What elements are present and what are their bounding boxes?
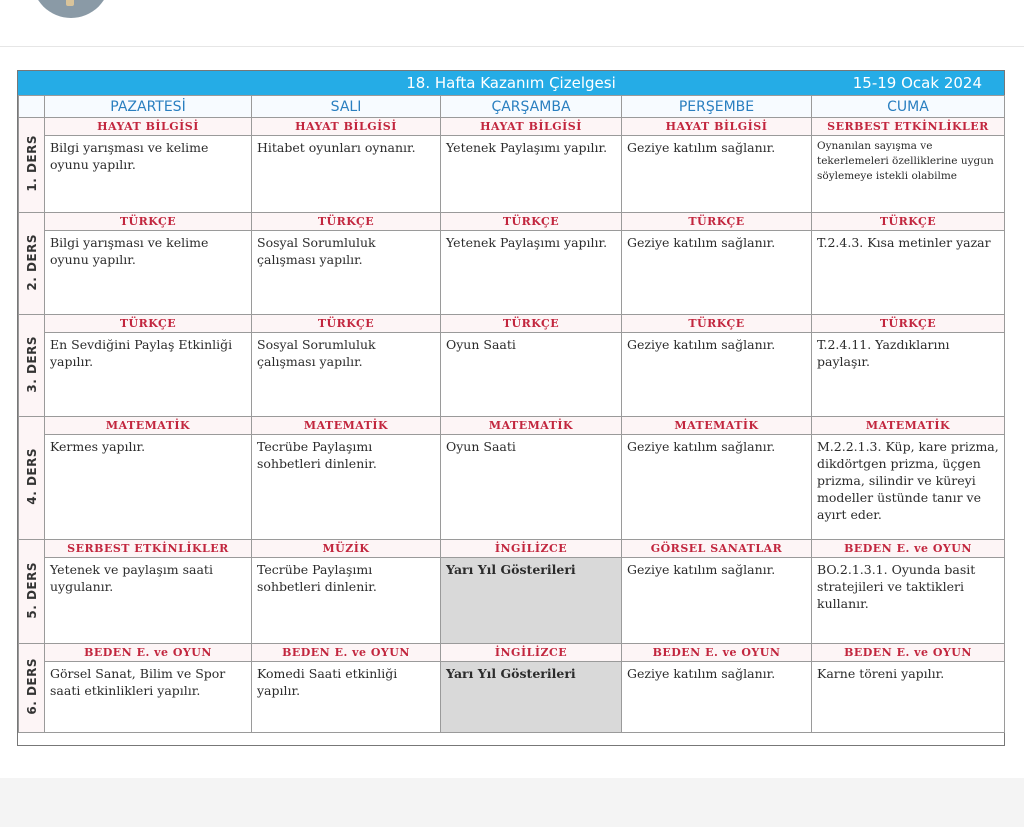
subject-cell: SERBEST ETKİNLİKLER: [45, 540, 252, 558]
content-cell: Tecrübe Paylaşımı sohbetleri dinlenir.: [252, 435, 441, 540]
content-cell: Hitabet oyunları oynanır.: [252, 136, 441, 213]
content-cell: Oyun Saati: [441, 333, 622, 417]
subject-cell: MATEMATİK: [252, 417, 441, 435]
avatar-figure-icon: [66, 0, 74, 6]
page-title: 18. Hafta Kazanım Çizelgesi: [406, 74, 616, 92]
content-cell: Geziye katılım sağlanır.: [622, 333, 812, 417]
schedule-table: [18, 95, 1005, 733]
content-cell: Oynanılan sayışma ve tekerlemeleri özelliklerine uygun söylemeye istekli olabilme: [812, 136, 1005, 213]
content-row: [19, 333, 1005, 417]
content-cell: M.2.2.1.3. Küp, kare prizma, dikdörtgen prizma, üçgen prizma, silindir ve küreyi modeller üstünde tanır ve ayırt eder.: [812, 435, 1005, 540]
lesson-label: 6. DERS: [24, 658, 39, 715]
lesson-label-cell: [19, 213, 45, 315]
lesson-label: 1. DERS: [24, 135, 39, 192]
subject-cell: TÜRKÇE: [812, 213, 1005, 231]
subject-cell: İNGİLİZCE: [441, 644, 622, 662]
lesson-label-cell: [19, 540, 45, 644]
content-cell: T.2.4.11. Yazdıklarını paylaşır.: [812, 333, 1005, 417]
subject-cell: TÜRKÇE: [441, 315, 622, 333]
content-cell: Geziye katılım sağlanır.: [622, 558, 812, 644]
subject-cell: BEDEN E. ve OYUN: [252, 644, 441, 662]
day-header-row: [19, 96, 1005, 118]
subject-cell: BEDEN E. ve OYUN: [45, 644, 252, 662]
lesson-label-cell: [19, 315, 45, 417]
subject-row: [19, 540, 1005, 558]
content-cell: BO.2.1.3.1. Oyunda basit stratejileri ve taktikleri kullanır.: [812, 558, 1005, 644]
subject-cell: TÜRKÇE: [812, 315, 1005, 333]
week-date: 15-19 Ocak 2024: [852, 74, 982, 92]
subject-cell: MATEMATİK: [622, 417, 812, 435]
corner-cell: [19, 96, 45, 118]
content-cell: Geziye katılım sağlanır.: [622, 435, 812, 540]
subject-row: [19, 644, 1005, 662]
lesson-label: 4. DERS: [24, 448, 39, 505]
avatar: [32, 0, 110, 18]
subject-cell: TÜRKÇE: [622, 315, 812, 333]
content-cell-highlighted: Yarı Yıl Gösterileri: [441, 662, 622, 733]
subject-cell: TÜRKÇE: [622, 213, 812, 231]
content-cell: Tecrübe Paylaşımı sohbetleri dinlenir.: [252, 558, 441, 644]
subject-cell: HAYAT BİLGİSİ: [45, 118, 252, 136]
lesson-label-cell: [19, 118, 45, 213]
subject-cell: BEDEN E. ve OYUN: [812, 540, 1005, 558]
subject-cell: TÜRKÇE: [45, 315, 252, 333]
subject-cell: BEDEN E. ve OYUN: [812, 644, 1005, 662]
content-row: [19, 231, 1005, 315]
subject-cell: MATEMATİK: [812, 417, 1005, 435]
content-cell: Geziye katılım sağlanır.: [622, 231, 812, 315]
subject-cell: TÜRKÇE: [45, 213, 252, 231]
subject-cell: HAYAT BİLGİSİ: [252, 118, 441, 136]
content-cell: Karne töreni yapılır.: [812, 662, 1005, 733]
content-row: [19, 558, 1005, 644]
content-row: [19, 136, 1005, 213]
lesson-label: 2. DERS: [24, 233, 39, 291]
subject-cell: TÜRKÇE: [252, 213, 441, 231]
title-bar: [18, 71, 1004, 95]
subject-row: [19, 315, 1005, 333]
day-header: CUMA: [812, 96, 1005, 118]
day-header: SALI: [252, 96, 441, 118]
content-cell: Komedi Saati etkinliği yapılır.: [252, 662, 441, 733]
content-cell: Yetenek Paylaşımı yapılır.: [441, 136, 622, 213]
content-cell: Geziye katılım sağlanır.: [622, 136, 812, 213]
content-cell: Sosyal Sorumluluk çalışması yapılır.: [252, 231, 441, 315]
subject-cell: HAYAT BİLGİSİ: [441, 118, 622, 136]
subject-row: [19, 417, 1005, 435]
subject-cell: TÜRKÇE: [252, 315, 441, 333]
content-cell: Kermes yapılır.: [45, 435, 252, 540]
content-cell: En Sevdiğini Paylaş Etkinliği yapılır.: [45, 333, 252, 417]
day-header: ÇARŞAMBA: [441, 96, 622, 118]
subject-cell: HAYAT BİLGİSİ: [622, 118, 812, 136]
content-cell: Bilgi yarışması ve kelime oyunu yapılır.: [45, 231, 252, 315]
content-cell: Oyun Saati: [441, 435, 622, 540]
content-cell: Geziye katılım sağlanır.: [622, 662, 812, 733]
subject-cell: MATEMATİK: [45, 417, 252, 435]
content-cell: Bilgi yarışması ve kelime oyunu yapılır.: [45, 136, 252, 213]
schedule-sheet: [17, 70, 1005, 746]
lesson-label: 5. DERS: [24, 561, 39, 619]
lesson-label-cell: [19, 417, 45, 540]
header-divider: [0, 46, 1024, 47]
subject-cell: SERBEST ETKİNLİKLER: [812, 118, 1005, 136]
content-cell: T.2.4.3. Kısa metinler yazar: [812, 231, 1005, 315]
day-header: PERŞEMBE: [622, 96, 812, 118]
subject-cell: MÜZİK: [252, 540, 441, 558]
lesson-label-cell: [19, 644, 45, 733]
content-cell-highlighted: Yarı Yıl Gösterileri: [441, 558, 622, 644]
subject-cell: İNGİLİZCE: [441, 540, 622, 558]
content-row: [19, 435, 1005, 540]
content-cell: Yetenek Paylaşımı yapılır.: [441, 231, 622, 315]
day-header: PAZARTESİ: [45, 96, 252, 118]
subject-row: [19, 213, 1005, 231]
subject-cell: TÜRKÇE: [441, 213, 622, 231]
lesson-label: 3. DERS: [24, 335, 39, 393]
subject-cell: MATEMATİK: [441, 417, 622, 435]
content-row: [19, 662, 1005, 733]
subject-row: [19, 118, 1005, 136]
content-cell: Yetenek ve paylaşım saati uygulanır.: [45, 558, 252, 644]
subject-cell: GÖRSEL SANATLAR: [622, 540, 812, 558]
footer-band: [0, 778, 1024, 827]
content-cell: Görsel Sanat, Bilim ve Spor saati etkinlikleri yapılır.: [45, 662, 252, 733]
subject-cell: BEDEN E. ve OYUN: [622, 644, 812, 662]
content-cell: Sosyal Sorumluluk çalışması yapılır.: [252, 333, 441, 417]
